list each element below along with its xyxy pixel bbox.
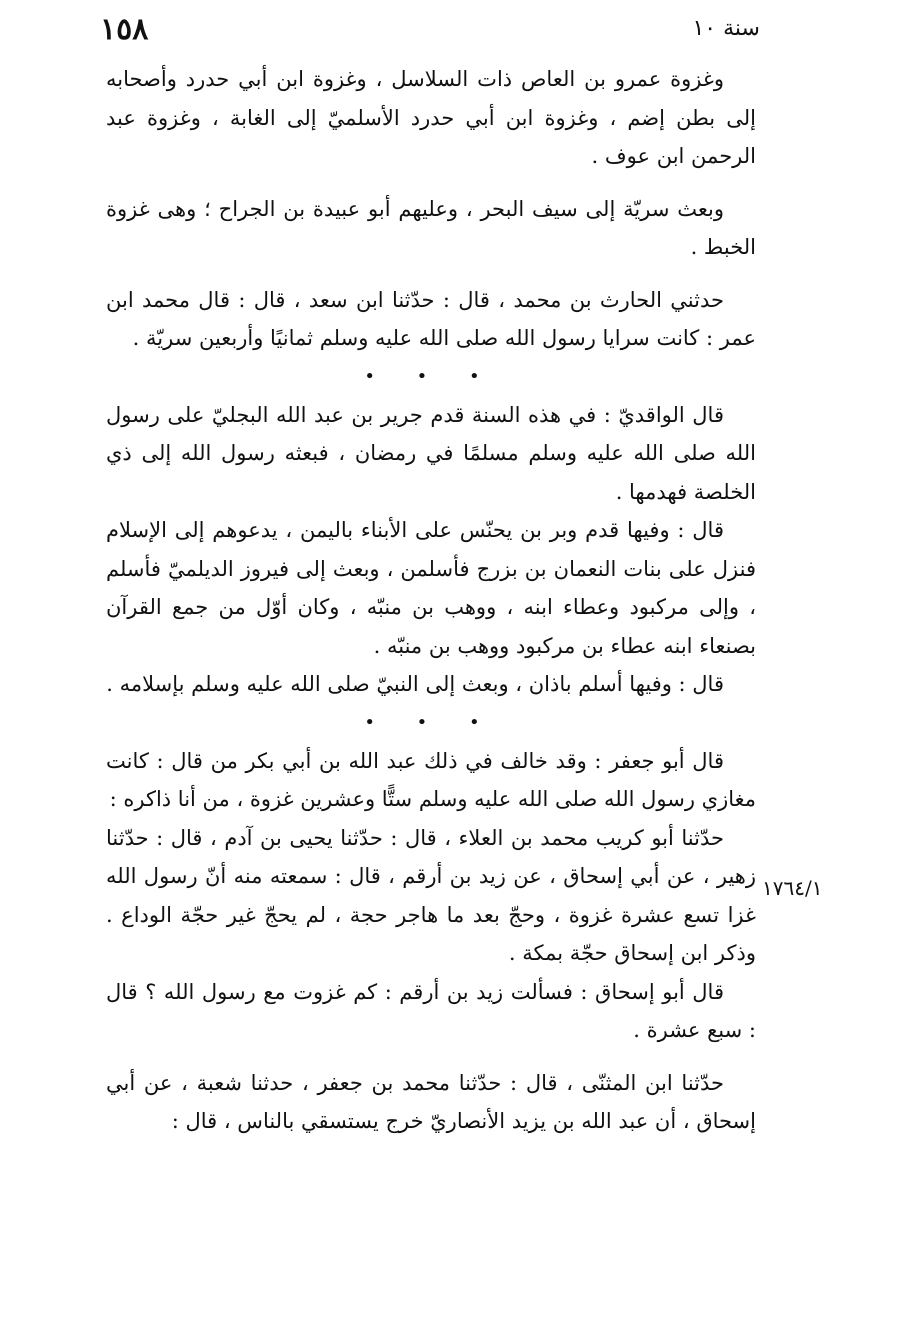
paragraph: وبعث سريّة إلى سيف البحر ، وعليهم أبو عبيدة بن الجراح ؛ وهى غزوة الخبط . bbox=[106, 196, 756, 259]
section-divider: • • • bbox=[364, 365, 498, 387]
running-head: سنة ١٠ bbox=[692, 16, 760, 41]
section-divider: • • • bbox=[364, 711, 498, 733]
paragraph: قال : وفيها أسلم باذان ، وبعث إلى النبيّ صلى الله عليه وسلم بإسلامه . bbox=[106, 672, 724, 696]
paragraph: حدثني الحارث بن محمد ، قال : حدّثنا ابن سعد ، قال : قال محمد ابن عمر : كانت سرايا رسول الله صلى الله عليه وسلم ثمانيًا وأربعين سريّة . bbox=[106, 287, 756, 350]
page-header bbox=[100, 12, 760, 52]
paragraph: حدّثنا أبو كريب محمد بن العلاء ، قال : حدّثنا يحيى بن آدم ، قال : حدّثنا زهير ، عن أبي إسحاق ، عن زيد بن أرقم ، قال : سمعته منه أنّ رسول الله غزا تسع عشرة غزوة ، وحجّ بعد ما هاجر حجة ، لم يحجّ غير حجّة الوداع . وذكر ابن إسحاق حجّة بمكة . bbox=[106, 825, 756, 965]
body-text bbox=[106, 60, 756, 1141]
paragraph: قال : وفيها قدم وبر بن يحنّس على الأبناء باليمن ، يدعوهم إلى الإسلام فنزل على بنات النعمان بن بزرج فأسلمن ، وبعث إلى فيروز الديلميّ فأسلم ، وإلى مركبود وعطاء ابنه ، ووهب بن منبّه ، وكان أوّل من جمع القرآن بصنعاء ابنه عطاء بن مركبود ووهب بن منبّه . bbox=[106, 518, 756, 658]
paragraph: حدّثنا ابن المثنّى ، قال : حدّثنا محمد بن جعفر ، حدثنا شعبة ، عن أبي إسحاق ، أن عبد الله بن يزيد الأنصاريّ خرج يستسقي بالناس ، قال : bbox=[106, 1070, 756, 1133]
margin-reference: ١٧٦٤/١ bbox=[762, 876, 823, 900]
page-number: ١٥٨ bbox=[100, 12, 149, 47]
paragraph: قال الواقديّ : في هذه السنة قدم جرير بن عبد الله البجليّ على رسول الله صلى الله عليه وسلم مسلمًا في رمضان ، فبعثه رسول الله إلى ذي الخلصة فهدمها . bbox=[106, 402, 756, 504]
paragraph: قال أبو إسحاق : فسألت زيد بن أرقم : كم غزوت مع رسول الله ؟ قال : سبع عشرة . bbox=[106, 979, 756, 1042]
paragraph: قال أبو جعفر : وقد خالف في ذلك عبد الله بن أبي بكر من قال : كانت مغازي رسول الله صلى الله عليه وسلم ستًّا وعشرين غزوة ، من أنا ذاكره : bbox=[106, 748, 756, 811]
paragraph: وغزوة عمرو بن العاص ذات السلاسل ، وغزوة ابن أبي حدرد وأصحابه إلى بطن إضم ، وغزوة ابن أبي حدرد الأسلميّ إلى الغابة ، وغزوة عبد الرحمن ابن عوف . bbox=[106, 67, 756, 168]
